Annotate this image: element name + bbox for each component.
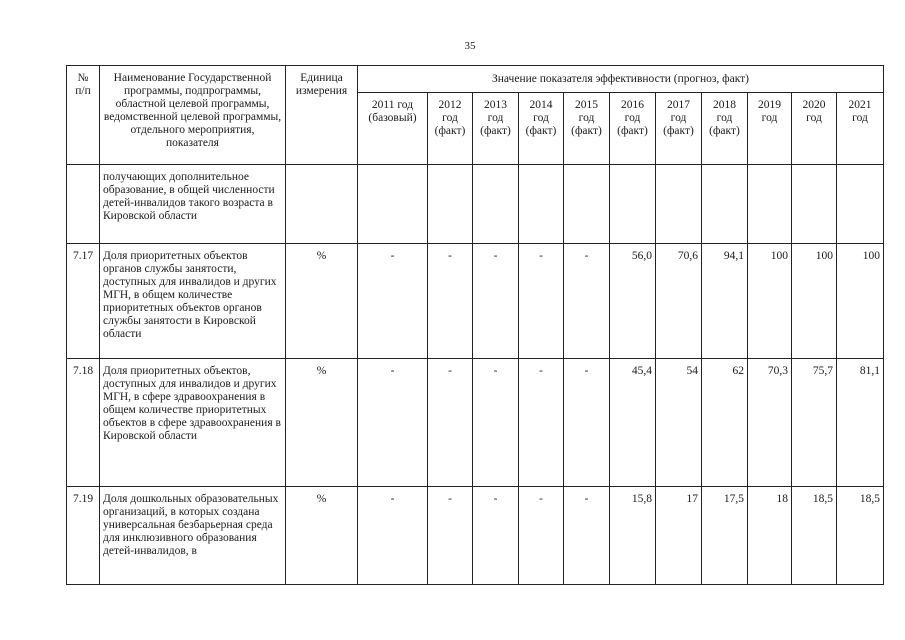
row-value-7: 94,1 xyxy=(702,244,748,359)
header-num: № п/п xyxy=(67,66,100,165)
row-number: 7.17 xyxy=(67,244,100,359)
row-value-7 xyxy=(702,165,748,244)
row-value-7: 17,5 xyxy=(702,487,748,585)
row-name: Доля приоритетных объектов органов службы занятости, доступных для инвалидов и других МГН, в общем количестве приоритетных объектов органов службы занятости в Кировской области xyxy=(100,244,286,359)
row-unit xyxy=(286,165,358,244)
header-year-0: 2011 год (базовый) xyxy=(358,93,428,165)
header-year-8: 2019 год xyxy=(748,93,792,165)
row-value-8: 70,3 xyxy=(748,359,792,487)
row-value-1 xyxy=(428,165,473,244)
header-group: Значение показателя эффективности (прогноз, факт) xyxy=(358,66,884,93)
row-value-0: - xyxy=(358,244,428,359)
row-value-10: 100 xyxy=(837,244,884,359)
header-year-5: 2016 год (факт) xyxy=(610,93,656,165)
row-value-9 xyxy=(792,165,837,244)
row-name: получающих дополнительное образование, в общей численности детей-инвалидов такого возраста в Кировской области xyxy=(100,165,286,244)
header-year-7: 2018 год (факт) xyxy=(702,93,748,165)
row-value-4: - xyxy=(564,359,610,487)
row-value-6: 54 xyxy=(656,359,702,487)
header-year-6: 2017 год (факт) xyxy=(656,93,702,165)
row-value-8: 18 xyxy=(748,487,792,585)
table-row xyxy=(67,244,884,359)
header-year-2: 2013 год (факт) xyxy=(473,93,519,165)
row-number: 7.19 xyxy=(67,487,100,585)
row-unit: % xyxy=(286,487,358,585)
row-value-9: 18,5 xyxy=(792,487,837,585)
row-value-4: - xyxy=(564,487,610,585)
row-value-0 xyxy=(358,165,428,244)
header-name: Наименование Государственной программы, подпрограммы, областной целевой программы, ведомственной целевой программы, отдельного мероприятия, показателя xyxy=(100,66,286,165)
row-value-6: 70,6 xyxy=(656,244,702,359)
row-value-2: - xyxy=(473,487,519,585)
row-value-5: 15,8 xyxy=(610,487,656,585)
row-number xyxy=(67,165,100,244)
header-year-1: 2012 год (факт) xyxy=(428,93,473,165)
efficiency-indicators-table xyxy=(66,65,884,585)
row-value-0: - xyxy=(358,487,428,585)
row-value-3: - xyxy=(519,244,564,359)
row-value-0: - xyxy=(358,359,428,487)
row-value-10: 18,5 xyxy=(837,487,884,585)
row-unit: % xyxy=(286,244,358,359)
table-row xyxy=(67,359,884,487)
row-value-3: - xyxy=(519,359,564,487)
table-row xyxy=(67,487,884,585)
row-value-4 xyxy=(564,165,610,244)
row-value-5: 45,4 xyxy=(610,359,656,487)
row-value-7: 62 xyxy=(702,359,748,487)
row-value-5: 56,0 xyxy=(610,244,656,359)
row-value-1: - xyxy=(428,359,473,487)
row-value-2: - xyxy=(473,359,519,487)
row-name: Доля дошкольных образовательных организаций, в которых создана универсальная безбарьерная среда для инклюзивного образования детей-инвалидов, в xyxy=(100,487,286,585)
page-number: 35 xyxy=(464,40,476,52)
row-value-5 xyxy=(610,165,656,244)
header-row-1 xyxy=(67,66,884,93)
header-unit: Единица измерения xyxy=(286,66,358,165)
row-number: 7.18 xyxy=(67,359,100,487)
row-value-6: 17 xyxy=(656,487,702,585)
table-row xyxy=(67,165,884,244)
row-value-8 xyxy=(748,165,792,244)
row-value-1: - xyxy=(428,487,473,585)
row-value-1: - xyxy=(428,244,473,359)
row-unit: % xyxy=(286,359,358,487)
row-value-3 xyxy=(519,165,564,244)
header-year-9: 2020 год xyxy=(792,93,837,165)
row-value-10: 81,1 xyxy=(837,359,884,487)
header-year-10: 2021 год xyxy=(837,93,884,165)
header-year-3: 2014 год (факт) xyxy=(519,93,564,165)
row-name: Доля приоритетных объектов, доступных для инвалидов и других МГН, в сфере здравоохранения в общем количестве приоритетных объектов в сфере здравоохранения в Кировской области xyxy=(100,359,286,487)
row-value-2: - xyxy=(473,244,519,359)
row-value-9: 100 xyxy=(792,244,837,359)
row-value-6 xyxy=(656,165,702,244)
row-value-9: 75,7 xyxy=(792,359,837,487)
row-value-8: 100 xyxy=(748,244,792,359)
row-value-2 xyxy=(473,165,519,244)
row-value-4: - xyxy=(564,244,610,359)
row-value-3: - xyxy=(519,487,564,585)
row-value-10 xyxy=(837,165,884,244)
header-year-4: 2015 год (факт) xyxy=(564,93,610,165)
